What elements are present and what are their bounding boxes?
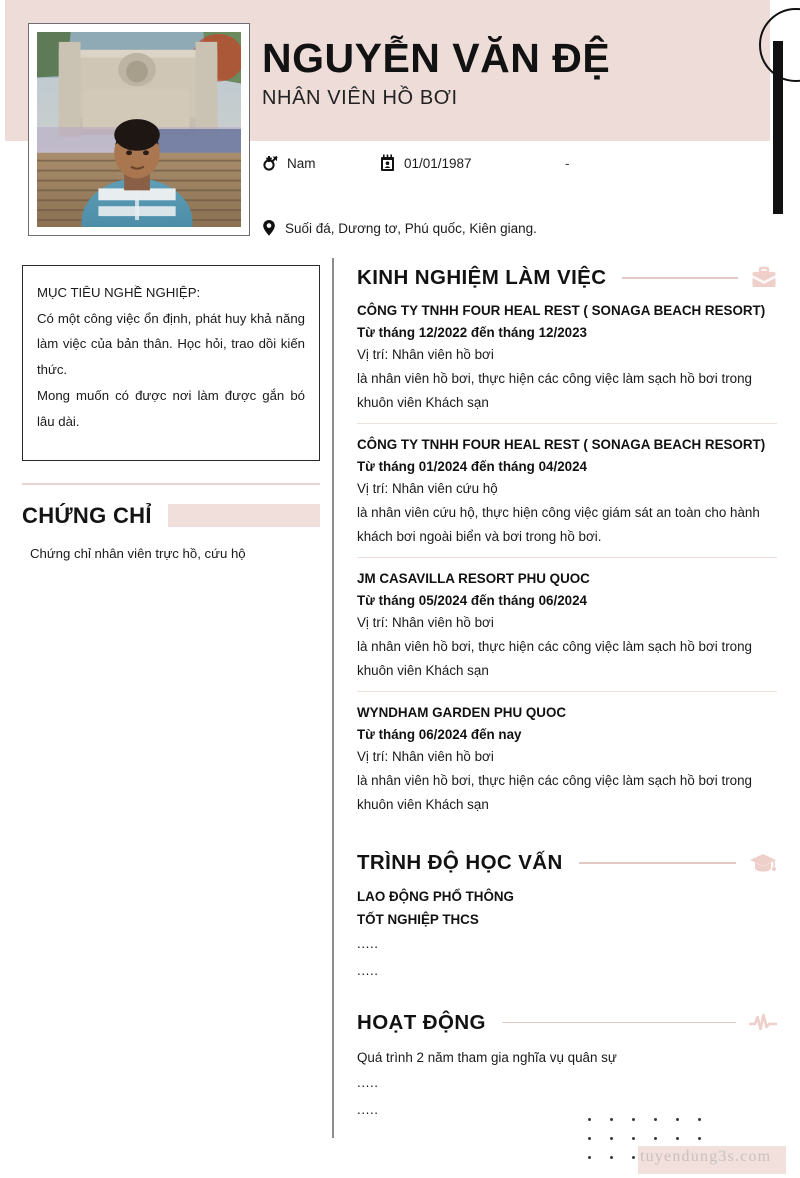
contact-address (262, 219, 537, 237)
certificate-title: CHỨNG CHỈ (22, 502, 152, 528)
education-line: LAO ĐỘNG PHỔ THÔNG (357, 888, 514, 904)
contact-row (262, 154, 570, 172)
grid-dot (632, 1137, 635, 1140)
grid-dot (654, 1137, 657, 1140)
experience-period: Từ tháng 01/2024 đến tháng 04/2024 (357, 458, 587, 474)
experience-company: CÔNG TY TNHH FOUR HEAL REST ( SONAGA BEACH RESORT) (357, 436, 766, 452)
graduation-cap-icon (749, 851, 777, 875)
activity-item: Quá trình 2 năm tham gia nghĩa vụ quân sự (357, 1049, 617, 1065)
contact-phone-value: - (565, 155, 570, 171)
experience-position: Vị trí: Nhân viên hồ bơi (357, 347, 494, 363)
certificate-accent-swatch (168, 504, 320, 527)
grid-dot (588, 1137, 591, 1140)
decorative-vertical-bar (773, 41, 783, 214)
certificate-item: Chứng chỉ nhân viên trực hồ, cứu hộ (30, 545, 246, 561)
experience-company: WYNDHAM GARDEN PHU QUOC (357, 704, 567, 720)
experience-company: JM CASAVILLA RESORT PHU QUOC (357, 570, 590, 586)
grid-dot (632, 1156, 635, 1159)
contact-dob-value: 01/01/1987 (404, 155, 472, 171)
career-objective-paragraph-1: Có một công việc ổn định, phát huy khả năng làm việc của bản thân. Học hỏi, trao dồi kiến thức. (37, 310, 305, 378)
left-column (22, 265, 320, 561)
avatar-image (37, 32, 241, 227)
experience-description: là nhân viên hồ bơi, thực hiện các công việc làm sạch hồ bơi trong khuôn viên Khách sạn (357, 639, 752, 679)
activity-title: HOẠT ĐỘNG (357, 1010, 486, 1034)
grid-dot (654, 1118, 657, 1121)
grid-dot (698, 1118, 701, 1121)
avatar-photo-svg (37, 32, 241, 227)
experience-company: CÔNG TY TNHH FOUR HEAL REST ( SONAGA BEACH RESORT) (357, 303, 766, 318)
experience-title: KINH NGHIỆM LÀM VIỆC (357, 266, 607, 289)
experience-item (357, 423, 777, 557)
contact-gender (262, 154, 380, 172)
location-pin-icon (262, 219, 276, 237)
experience-rule (622, 277, 738, 278)
activity-rule (502, 1022, 736, 1023)
section-activity (357, 1011, 777, 1124)
contact-gender-value: Nam (287, 155, 316, 171)
footer-decoration (588, 1118, 788, 1178)
briefcase-icon (751, 266, 777, 290)
left-section-rule (22, 483, 320, 485)
gender-male-icon (262, 154, 278, 172)
experience-header (357, 266, 777, 290)
contact-phone (565, 156, 570, 171)
education-header (357, 851, 777, 875)
contact-dob (380, 154, 565, 172)
pulse-icon (749, 1013, 777, 1033)
education-placeholder-2: ..... (357, 962, 379, 978)
activity-header (357, 1011, 777, 1035)
avatar (28, 23, 250, 236)
career-objective-box (22, 265, 320, 461)
grid-dot (588, 1156, 591, 1159)
experience-item (357, 691, 777, 825)
activity-placeholder-2: ..... (357, 1101, 379, 1117)
experience-description: là nhân viên hồ bơi, thực hiện các công việc làm sạch hồ bơi trong khuôn viên Khách sạn (357, 371, 752, 411)
experience-position: Vị trí: Nhân viên hồ bơi (357, 749, 494, 765)
certificate-header (22, 503, 320, 529)
experience-position: Vị trí: Nhân viên hồ bơi (357, 615, 494, 631)
page-title: NGUYỄN VĂN ĐỆ (262, 35, 611, 81)
grid-dot (676, 1137, 679, 1140)
education-title: TRÌNH ĐỘ HỌC VẤN (357, 850, 563, 874)
grid-dot (698, 1137, 701, 1140)
experience-description: là nhân viên hồ bơi, thực hiện các công việc làm sạch hồ bơi trong khuôn viên Khách sạn (357, 773, 752, 813)
career-objective-paragraph-2: Mong muốn có được nơi làm được gắn bó lâu dài. (37, 387, 305, 429)
education-rule (579, 862, 736, 863)
section-experience (357, 266, 777, 825)
career-objective-title: MỤC TIÊU NGHỀ NGHIỆP: (37, 285, 201, 300)
grid-dot (610, 1156, 613, 1159)
grid-dot (610, 1118, 613, 1121)
experience-item (357, 300, 777, 423)
contact-address-value: Suối đá, Dương tơ, Phú quốc, Kiên giang. (285, 220, 537, 236)
experience-period: Từ tháng 06/2024 đến nay (357, 726, 522, 742)
experience-item (357, 557, 777, 691)
education-line: TỐT NGHIỆP THCS (357, 911, 479, 927)
education-placeholder-1: ..... (357, 936, 379, 952)
column-divider (332, 258, 334, 1138)
watermark-text: tuyendung3s.com (640, 1148, 772, 1165)
experience-description: là nhân viên cứu hộ, thực hiện công việc giám sát an toàn cho hành khách bơi ngoài biển và bơi trong hồ bơi. (357, 505, 760, 545)
grid-dot (610, 1137, 613, 1140)
grid-dot (676, 1118, 679, 1121)
section-education (357, 851, 777, 985)
experience-period: Từ tháng 12/2022 đến tháng 12/2023 (357, 324, 587, 340)
name-block (262, 36, 742, 110)
right-column (357, 266, 777, 1130)
experience-period: Từ tháng 05/2024 đến tháng 06/2024 (357, 592, 587, 608)
job-title: NHÂN VIÊN HỒ BƠI (262, 86, 458, 109)
activity-placeholder-1: ..... (357, 1075, 379, 1091)
grid-dot (632, 1118, 635, 1121)
calendar-icon (380, 154, 395, 172)
experience-position: Vị trí: Nhân viên cứu hộ (357, 481, 498, 497)
grid-dot (588, 1118, 591, 1121)
